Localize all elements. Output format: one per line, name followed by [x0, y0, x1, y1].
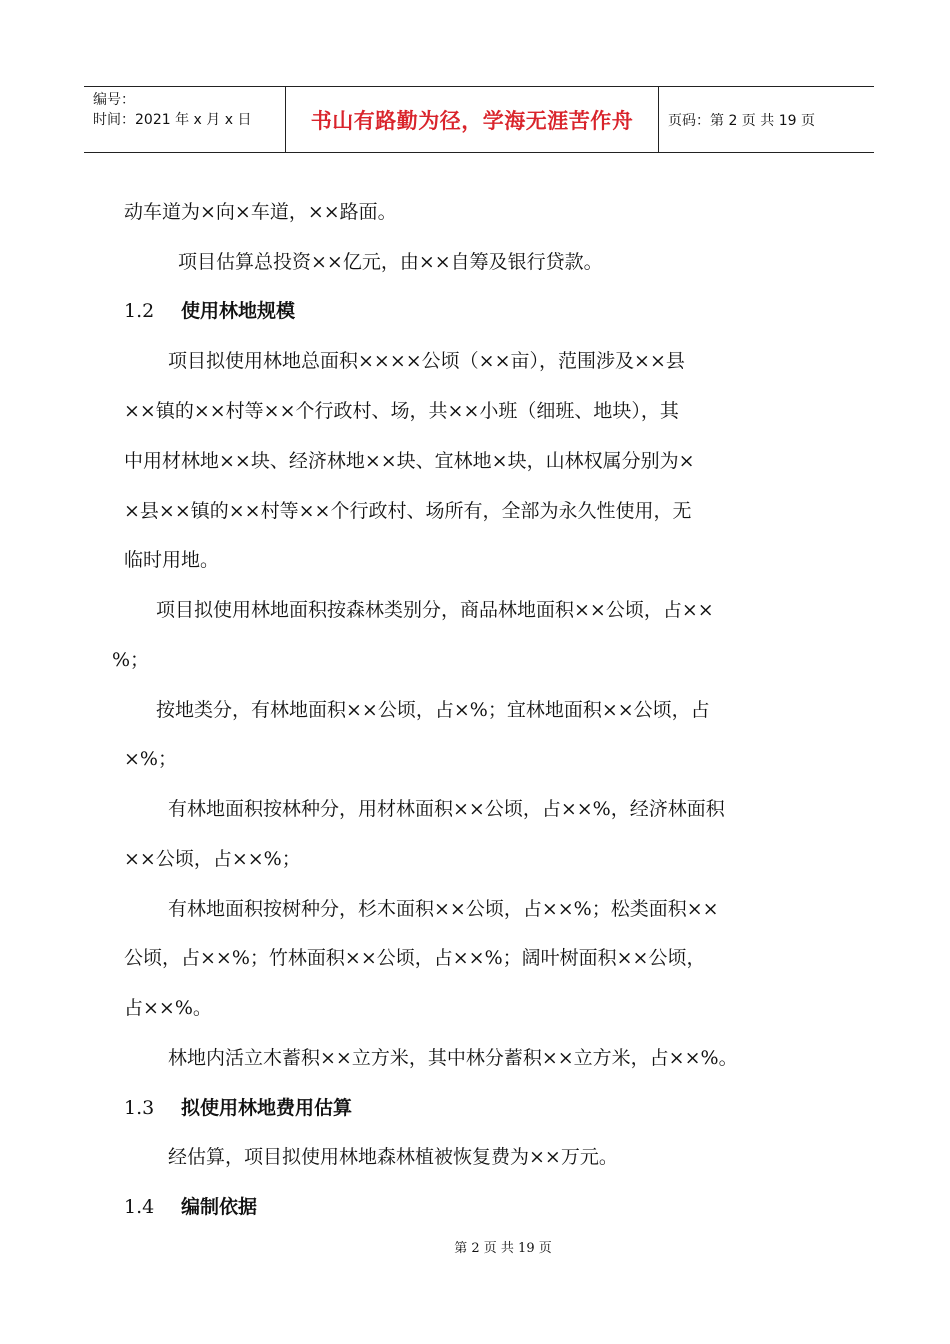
header-page-cell [659, 87, 874, 152]
paragraph-line: 有林地面积按林种分，用材林面积××公顷，占××%，经济林面积 [168, 798, 725, 820]
paragraph-line: ×%； [124, 748, 177, 770]
section-title: 使用林地规模 [181, 300, 296, 322]
document-number-label: 编号： [93, 92, 135, 108]
header-motto-cell [285, 87, 659, 152]
paragraph-line: ××镇的××村等××个行政村、场，共××小班（细班、地块），其 [124, 400, 679, 422]
paragraph-line: 项目拟使用林地总面积××××公顷（××亩），范围涉及××县 [168, 350, 685, 372]
paragraph-line: 临时用地。 [124, 549, 220, 571]
paragraph-line: 经估算，项目拟使用林地森林植被恢复费为××万元。 [168, 1146, 618, 1168]
section-number: 1.3 [124, 1097, 155, 1119]
header-meta-cell [84, 87, 285, 152]
document-time-label: 时间：2021 年 x 月 x 日 [93, 112, 252, 128]
paragraph-line: %； [112, 649, 150, 671]
header-page-label: 页码：第 2 页 共 19 页 [668, 112, 815, 129]
paragraph-line: 项目拟使用林地面积按森林类别分，商品林地面积××公顷，占×× [156, 599, 714, 621]
document-header [84, 86, 874, 153]
paragraph-line: 按地类分，有林地面积××公顷，占×%；宜林地面积××公顷，占 [156, 699, 710, 721]
paragraph-line: 有林地面积按树种分，杉木面积××公顷，占××%；松类面积×× [168, 898, 719, 920]
section-title: 编制依据 [181, 1196, 258, 1218]
header-motto: 书山有路勤为径，学海无涯苦作舟 [310, 108, 634, 133]
paragraph-line: 项目估算总投资××亿元，由××自筹及银行贷款。 [178, 251, 603, 273]
section-heading [124, 1194, 257, 1220]
section-number: 1.4 [124, 1196, 155, 1218]
paragraph-line: 林地内活立木蓄积××立方米，其中林分蓄积××立方米，占××%。 [168, 1047, 738, 1069]
paragraph-line: ×县××镇的××村等××个行政村、场所有，全部为永久性使用，无 [124, 500, 692, 522]
section-heading [124, 1095, 352, 1121]
paragraph-line: 动车道为×向×车道，××路面。 [124, 201, 397, 223]
page-footer: 第 2 页 共 19 页 [454, 1241, 552, 1256]
paragraph-line: ××公顷，占××%； [124, 848, 301, 870]
paragraph-line: 占××%。 [124, 997, 212, 1019]
paragraph-line: 公顷，占××%；竹林面积××公顷，占××%；阔叶树面积××公顷， [124, 947, 706, 969]
paragraph-line: 中用材林地××块、经济林地××块、宜林地×块，山林权属分别为× [124, 450, 695, 472]
section-number: 1.2 [124, 300, 155, 322]
section-title: 拟使用林地费用估算 [181, 1097, 353, 1119]
section-heading [124, 298, 295, 324]
